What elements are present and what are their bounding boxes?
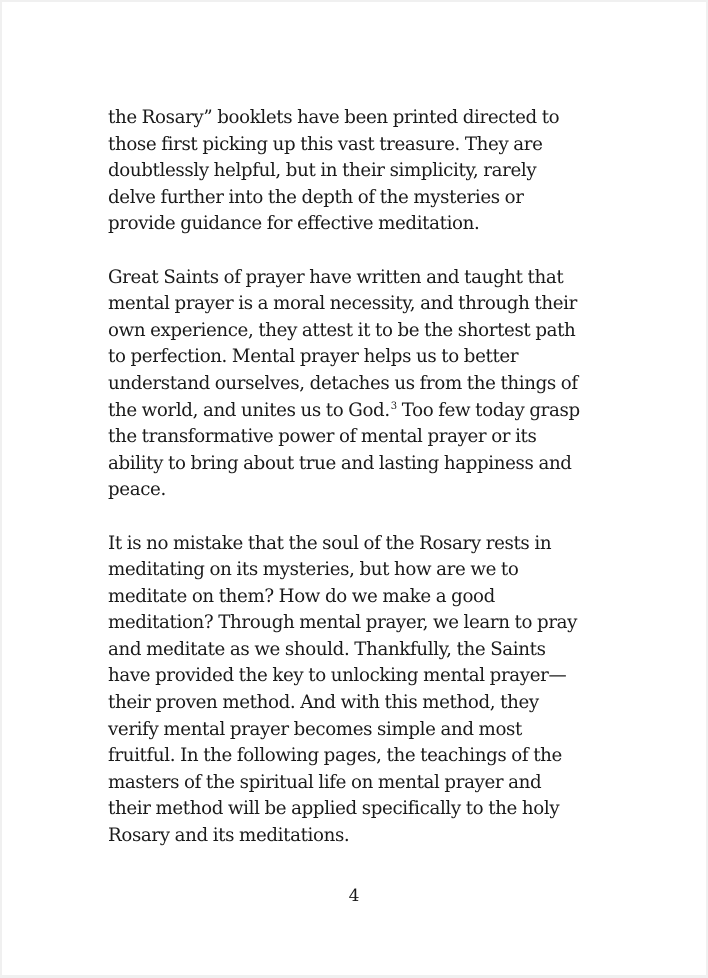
text-line: masters of the spiritual life on mental prayer and — [108, 771, 542, 793]
text-line: mental prayer is a moral necessity, and through their — [108, 293, 577, 315]
text-line: those first picking up this vast treasure. They are — [108, 133, 543, 155]
text-line: peace. — [108, 479, 166, 501]
text-line: their method will be applied specifically to the holy — [108, 798, 560, 820]
text-line: meditating on its mysteries, but how are we to — [108, 559, 519, 581]
text-line: their proven method. And with this method, they — [108, 692, 539, 714]
text-line: to perfection. Mental prayer helps us to better — [108, 346, 519, 368]
page-number: 4 — [348, 886, 360, 906]
text-line: ability to bring about true and lasting happiness and — [108, 452, 572, 474]
text-line: have provided the key to unlocking mental prayer— — [108, 665, 567, 687]
text-line: Great Saints of prayer have written and taught that — [108, 266, 564, 288]
paragraph-1 — [108, 105, 608, 238]
text-fragment: the world, and unites us to God. — [108, 399, 390, 421]
text-line: own experience, they attest it to be the shortest path — [108, 319, 576, 341]
text-line: It is no mistake that the soul of the Rosary rests in — [108, 532, 552, 554]
text-line: fruitful. In the following pages, the teachings of the — [108, 745, 562, 767]
paragraph-3 — [108, 531, 608, 850]
body-text — [108, 105, 608, 876]
text-line-with-footnote — [108, 398, 608, 425]
text-line: verify mental prayer becomes simple and most — [108, 718, 522, 740]
text-line: and meditate as we should. Thankfully, the Saints — [108, 638, 546, 660]
text-line: delve further into the depth of the mysteries or — [108, 186, 524, 208]
text-line: provide guidance for effective meditation. — [108, 213, 480, 235]
text-fragment: Too few today grasp — [396, 399, 580, 421]
text-line: meditate on them? How do we make a good — [108, 585, 495, 607]
text-line: the Rosary” booklets have been printed directed to — [108, 107, 560, 128]
text-line: the transformative power of mental prayer or its — [108, 426, 537, 448]
text-line: meditation? Through mental prayer, we learn to pray — [108, 612, 578, 634]
paragraph-2 — [108, 265, 608, 504]
text-line: Rosary and its meditations. — [108, 825, 350, 847]
document-page — [2, 2, 706, 975]
footnote-marker[interactable]: 3 — [390, 400, 397, 412]
text-line: doubtlessly helpful, but in their simplicity, rarely — [108, 160, 537, 182]
text-line: understand ourselves, detaches us from the things of — [108, 372, 578, 394]
